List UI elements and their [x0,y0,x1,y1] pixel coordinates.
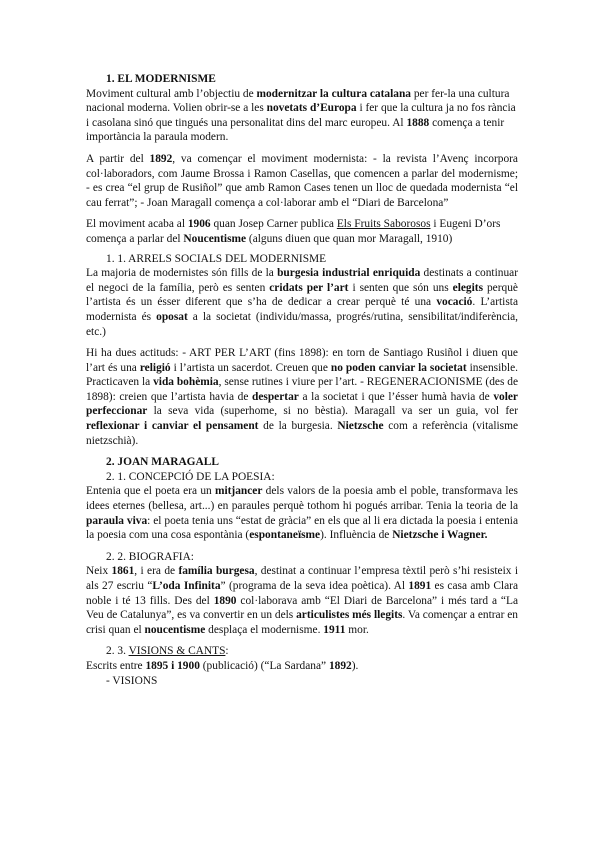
s11-p2-segment: insensible. Practicaven la [86,361,519,389]
s22-p1-segment: col·laborava amb “El Diari de Barcelona” i més tard a “La Veu de Catalunya”, es va convertir en un dels [86,594,518,622]
s22-p1-segment: 1890 [213,594,237,607]
section-title-modernisme: 1. EL MODERNISME [106,73,216,85]
s11-p2-segment: voler perfeccionar [86,390,518,418]
s1-p3-segment: quan Josep Carner publica [210,218,337,231]
s21-p1-segment: dels valors de la poesia amb el poble, transformava les idees eternes (bellesa, art...) en paraules perquè tothom hi pogués arribar. Tenia la teoria de la [86,485,518,513]
document-page [86,72,518,688]
s23-p1-segment: (publicació) (“La Sardana” [199,659,329,672]
s11-p2-segment: , sense rutines i viure per l’art. - REGENERACIONISME (des de 1898): creien que l’artista havia de [86,376,518,403]
s11-p2-segment: vida bohèmia [153,376,219,389]
s22-p1-segment: ” (programa de la seva idea poètica). Al [220,580,409,592]
subsection-colon: : [225,645,229,658]
s11-p1-segment: destinats a continuar el negoci de la família, però es senten [86,267,518,294]
s23-p1-segment: 1892 [328,659,352,672]
section-title-maragall: 2. JOAN MARAGALL [106,456,219,469]
subsection-title-poesia: 2. 1. CONCEPCIÓ DE LA POESIA: [106,470,275,483]
s11-p2-segment: despertar [252,390,299,403]
s21-p1-segment: paraula viva [86,514,148,527]
s11-p1-segment: La majoria de modernistes són fills de la [86,267,278,280]
paragraph-biografia [86,564,518,637]
s1-p2-segment: A partir del [86,152,150,165]
s22-p1-segment: 1861 [111,565,135,578]
s1-p3-segment: Els Fruits Saborosos [336,218,431,231]
s21-p1-segment: Entenia que el poeta era un [86,485,215,498]
s11-p2-segment: la seva vida (superhome, si no bèstia). Maragall va ser un guia, vol fer [147,405,518,418]
list-item-visions: - VISIONS [106,674,158,687]
s11-p1-segment: cridats per l’art [269,281,349,294]
s11-p2-segment: Nietzsche [337,420,384,433]
s23-p1-segment: 1895 i 1900 [145,659,200,672]
s1-p3-segment: i Eugeni D’ors comença a parlar del [86,218,501,245]
s11-p1-segment: oposat [156,310,188,323]
s1-p1-segment: Moviment cultural amb l’objectiu de [86,87,257,100]
s11-p2-segment: i l’artista un sacerdot. Creuen que [170,361,331,374]
s1-p1-segment: 1888 [406,116,430,129]
subsection-title-visions [106,644,518,659]
s22-p1-segment: mor. [345,623,369,636]
s1-p1-segment: novetats d’Europa [266,102,357,115]
s1-p3-segment: Noucentisme [183,232,247,245]
s22-p1-segment: noucentisme [144,623,206,636]
s22-p1-segment: articulistes més llegits [296,609,403,622]
s11-p2-segment: a la societat i que l’ésser humà havia de [298,390,494,403]
paragraph-modernisme-start [86,152,518,210]
s11-p1-segment: a la societat (individu/massa, progrés/rutina, sensibilitat/indiferència, etc.) [86,310,519,338]
s22-p1-segment: 1891 [408,580,432,592]
s22-p1-segment: es casa amb Clara noble i té 13 fills. Des del [86,580,518,607]
s22-p1-segment: , i era de [134,565,179,578]
s1-p1-segment: i fer que la cultura ja no fos rància i casolana sinó que tingués una personalitat dins del marc europeu. Al [86,102,516,129]
s21-p1-segment: Nietzsche i Wagner. [392,529,488,542]
s1-p3-segment: (alguns diuen que quan mor Maragall, 1910) [246,232,453,245]
s22-p1-segment: 1911 [323,623,346,636]
s11-p2-segment: Hi ha dues actituds: - ART PER L’ART (fins 1898): en torn de Santiago Rusiñol i diuen que l’art és una [86,347,518,374]
s23-p1-segment: Escrits entre [86,659,146,672]
s1-p3-segment: El moviment acaba al [86,218,188,231]
subsection-title-arrels: 1. 1. ARRELS SOCIALS DEL MODERNISME [106,252,327,265]
s11-p1-segment: elegits [452,281,484,294]
s21-p1-segment: espontaneïsme [249,529,321,542]
s11-p2-segment: religió [139,361,171,374]
s22-p1-segment: , destinat a continuar l’empresa tèxtil però s’hi resisteix i als 27 escriu “ [86,565,518,592]
s11-p1-segment: perquè l’artista és un ésser diferent que s’ha de dedicar a crear perquè té una [86,281,518,309]
s22-p1-segment: Neix [86,565,112,578]
s22-p1-segment: desplaça el modernisme. [205,623,324,636]
s1-p3-segment: 1906 [187,218,211,231]
paragraph-concepcio-poesia [86,484,518,542]
s21-p1-segment: mitjancer [214,485,263,498]
s1-p1-segment: modernitzar la cultura catalana [256,87,411,100]
s1-p2-segment: , va començar el moviment modernista: - la revista l’Avenç incorpora col·laboradors, com Jaume Brossa i Ramon Casellas, que comencen a parlar del modernisme; - es crea “el grup de Rusiñol” que amb Ramon Cases tenen un lloc de quedada modernista “el cau ferrat”; - Joan Maragall comença a col·laborar amb el “Diari de Barcelona” [86,152,518,209]
paragraph-arrels-socials [86,266,518,339]
s21-p1-segment: ). Influència de [320,529,393,542]
s23-p1-segment: ). [351,659,359,672]
s11-p2-segment: no poden canviar la societat [330,361,467,374]
s11-p2-segment: de la burgesia. [258,420,338,433]
s22-p1-segment: . Va començar a entrar en crisi quan el [86,609,518,636]
s11-p1-segment: . L’artista modernista és [86,296,518,323]
s1-p1-segment: per fer-la una cultura nacional moderna. Volien obrir-se a les [86,87,510,115]
s11-p2-segment: com a referència (vitalisme nietzschià). [86,420,518,447]
s22-p1-segment: L’oda Infinita [152,580,221,592]
s1-p2-segment: 1892 [149,152,173,165]
s11-p1-segment: i senten que són uns [348,281,453,294]
s1-p1-segment: comença a tenir importància la paraula modern. [86,116,505,144]
s11-p1-segment: vocació [436,296,473,309]
subsection-title-underlined: VISIONS & CANTS [128,645,226,658]
s11-p1-segment: burgesia industrial enriquida [277,267,421,280]
s11-p2-segment: reflexionar i canviar el pensament [86,420,259,433]
subsection-number: 2. 3. [106,645,129,658]
paragraph-modernisme-intro [86,87,518,145]
subsection-title-biografia: 2. 2. BIOGRAFIA: [106,550,194,563]
s22-p1-segment: família burgesa [178,565,255,578]
paragraph-visions-cants [86,659,518,674]
paragraph-actituds [86,346,518,448]
s21-p1-segment: : el poeta tenia uns “estat de gràcia” en els que al li era dictada la poesia i entenia la poesia com una cosa espontània ( [86,514,518,542]
paragraph-modernisme-end [86,217,518,246]
